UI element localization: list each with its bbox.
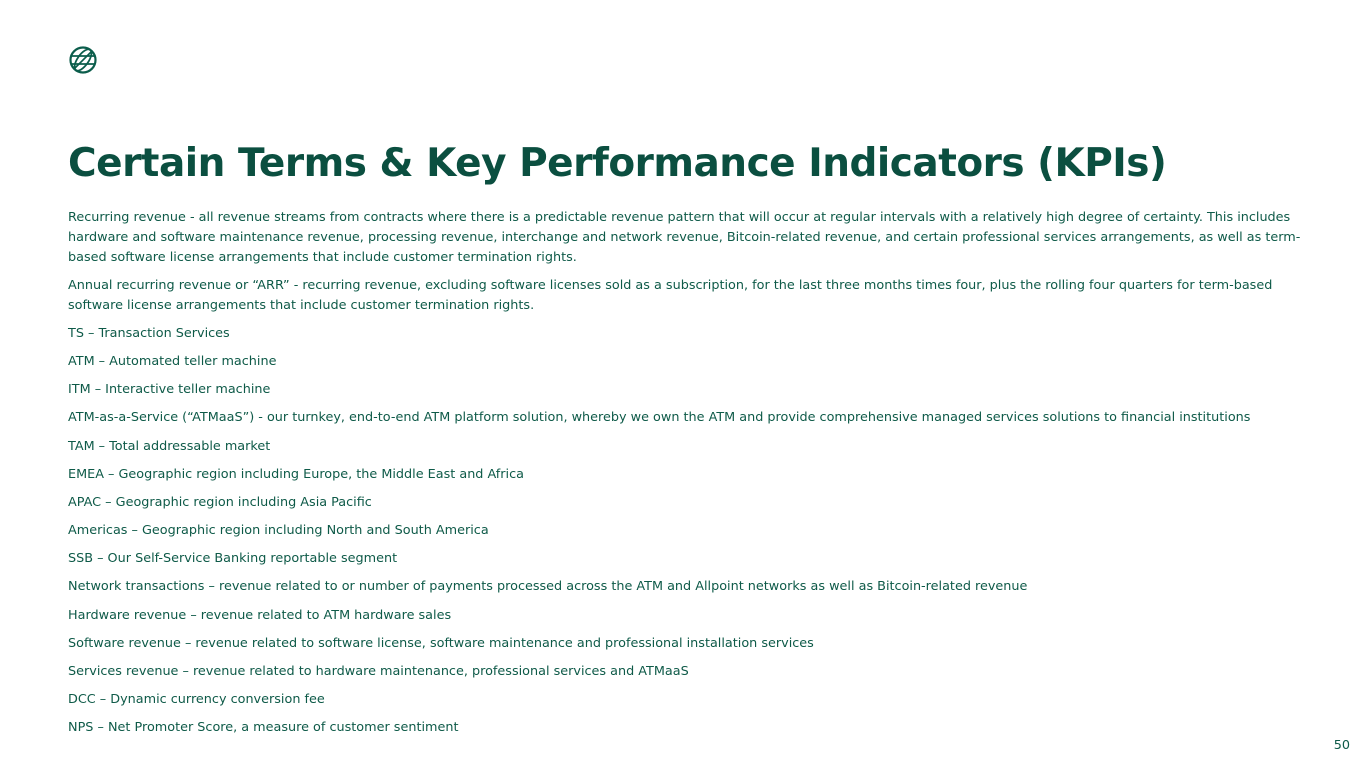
term-apac: APAC – Geographic region including Asia Pacific [68, 494, 372, 510]
term-ts: TS – Transaction Services [68, 325, 230, 341]
term-atm: ATM – Automated teller machine [68, 353, 277, 369]
term-ssb: SSB – Our Self-Service Banking reportable segment [68, 551, 398, 567]
term-itm: ITM – Interactive teller machine [68, 382, 271, 398]
page-title: Certain Terms & Key Performance Indicators (KPIs) [68, 141, 1167, 186]
term-tam: TAM – Total addressable market [68, 438, 271, 454]
term-network-transactions: Network transactions – revenue related to or number of payments processed across the ATM and Allpoint networks as well as Bitcoin-related revenue [68, 579, 1028, 595]
terms-list [68, 208, 1308, 747]
term-hardware-revenue: Hardware revenue – revenue related to ATM hardware sales [68, 607, 452, 623]
term-americas: Americas – Geographic region including North and South America [68, 523, 489, 539]
page-number: 50 [1333, 738, 1350, 753]
term-software-revenue: Software revenue – revenue related to software license, software maintenance and professional installation services [68, 635, 814, 651]
term-atmaas: ATM-as-a-Service (“ATMaaS”) - our turnkey, end-to-end ATM platform solution, whereby we own the ATM and provide comprehensive managed services solutions to financial institutions [68, 410, 1251, 426]
term-arr: Annual recurring revenue or “ARR” - recurring revenue, excluding software licenses sold as a subscription, for the last three months times four, plus the rolling four quarters for term-based software license arrangements that include customer termination rights. [68, 277, 1273, 313]
term-nps: NPS – Net Promoter Score, a measure of customer sentiment [68, 720, 459, 736]
term-emea: EMEA – Geographic region including Europe, the Middle East and Africa [68, 466, 524, 482]
term-dcc: DCC – Dynamic currency conversion fee [68, 692, 325, 708]
term-services-revenue: Services revenue – revenue related to hardware maintenance, professional services and ATMaaS [68, 664, 689, 680]
term-recurring-revenue: Recurring revenue - all revenue streams from contracts where there is a predictable revenue pattern that will occur at regular intervals with a relatively high degree of certainty. This includes hardware and software maintenance revenue, processing revenue, interchange and network revenue, Bitcoin-related revenue, and certain professional services arrangements, as well as term-based software license arrangements that include customer termination rights. [68, 210, 1301, 265]
globe-logo-icon [68, 45, 98, 75]
